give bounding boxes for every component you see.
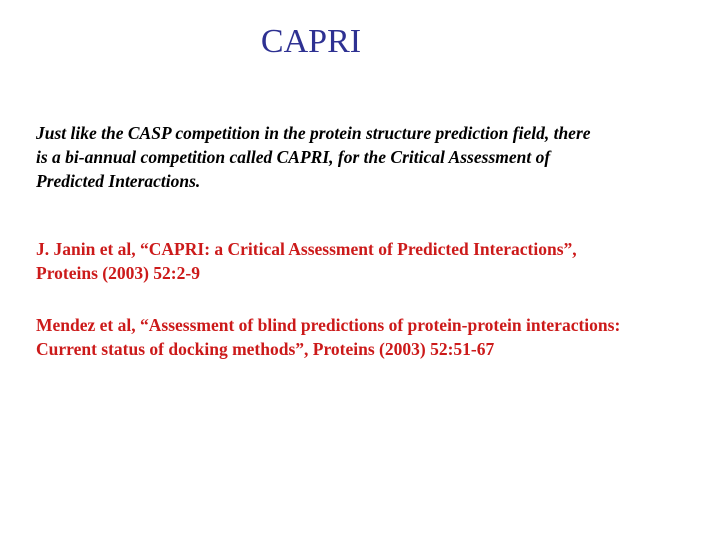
reference-mendez [36,313,720,361]
intro-paragraph [36,121,706,193]
reference-line: Current status of docking methods”, Proteins (2003) 52:51-67 [36,339,495,359]
reference-line: Proteins (2003) 52:2-9 [36,263,200,283]
slide-title: CAPRI [260,23,362,60]
reference-janin [36,237,720,285]
intro-line: Just like the CASP competition in the protein structure prediction field, there [36,123,591,143]
reference-line: Mendez et al, “Assessment of blind predictions of protein-protein interactions: [36,315,621,335]
reference-line: J. Janin et al, “CAPRI: a Critical Assessment of Predicted Interactions”, [36,239,577,259]
intro-line: is a bi-annual competition called CAPRI, for the Critical Assessment of [36,147,551,167]
intro-line: Predicted Interactions. [36,171,201,191]
